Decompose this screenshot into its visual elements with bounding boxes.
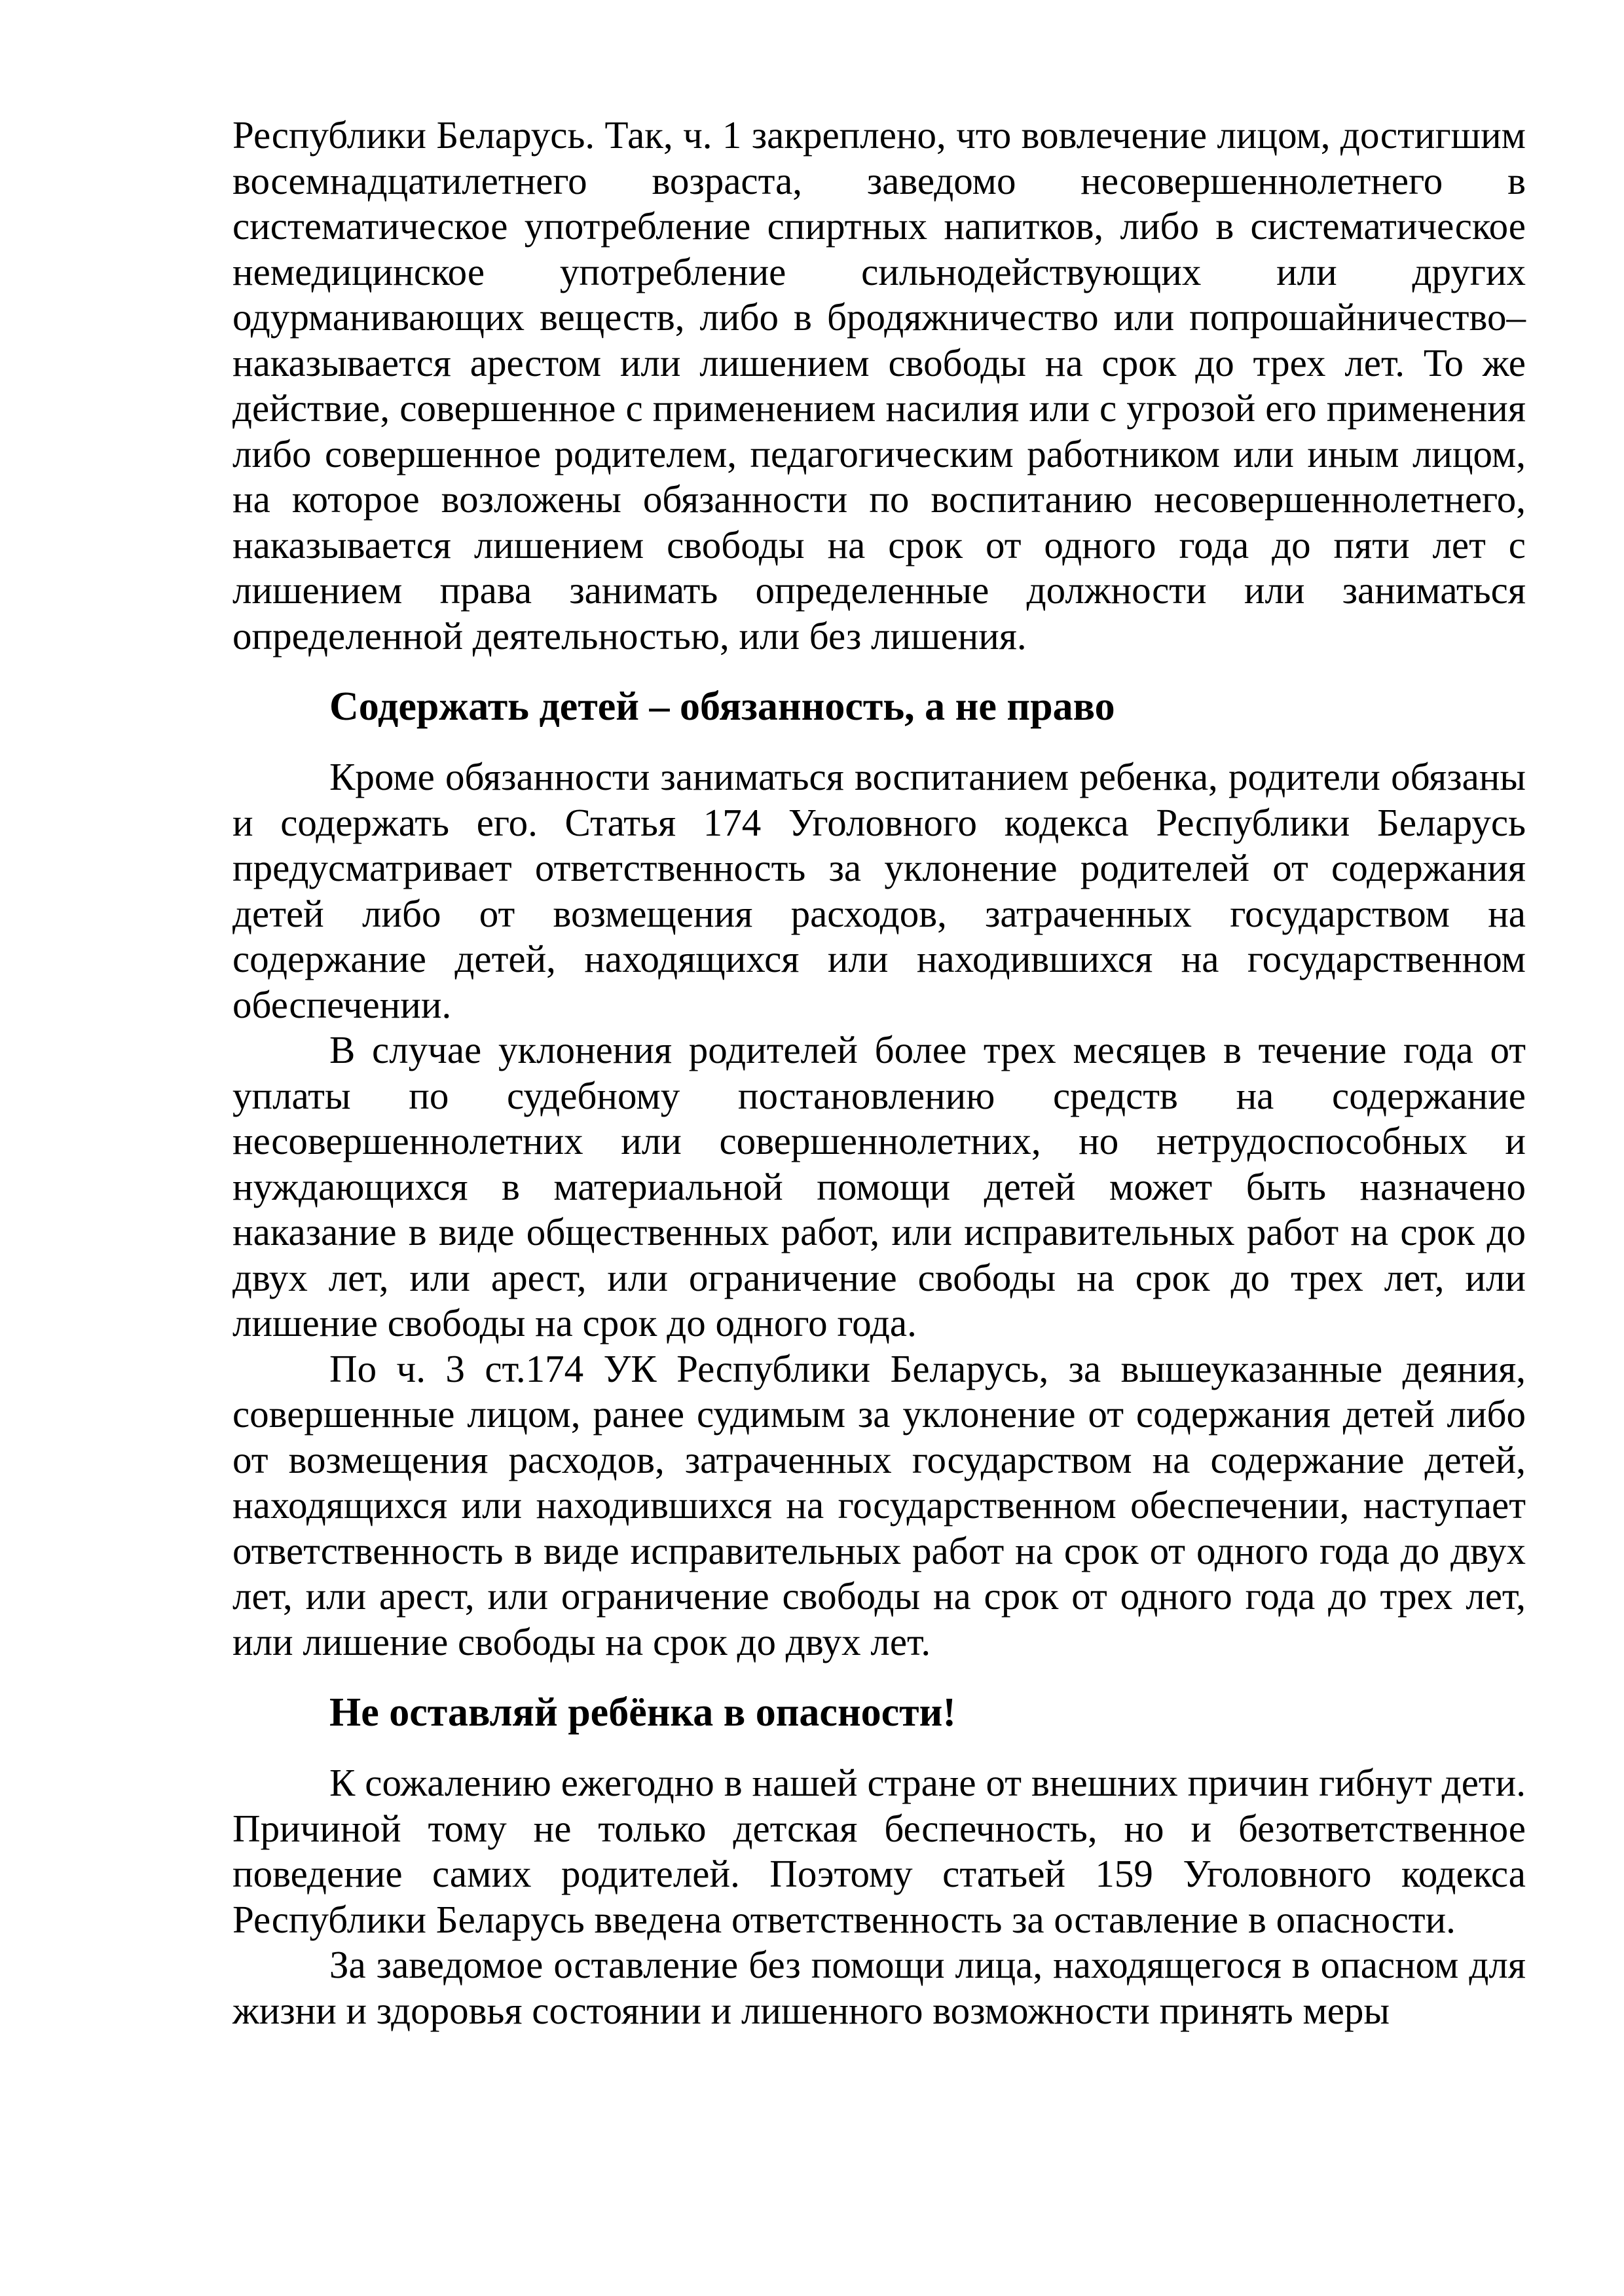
paragraph-article-174-part-3: По ч. 3 ст.174 УК Республики Беларусь, за вышеуказанные деяния, совершенные лицом, ранее судимым за уклонение от содержания детей либо от возмещения расходов, затраченных государством на содержание детей, находящихся или находившихся на государственном обеспечении, наступает ответственность в виде исправительных работ на срок от одного года до двух лет, или арест, или ограничение свободы на срок от одного года до трех лет, или лишение свободы на срок до двух лет. [232,1346,1526,1663]
paragraph-article-159-intro: К сожалению ежегодно в нашей стране от внешних причин гибнут дети. Причиной тому не только детская беспечность, но и безответственное поведение самих родителей. Поэтому статьей 159 Уголовного кодекса Республики Беларусь введена ответственность за оставление в опасности. [232,1761,1526,1941]
section-heading-danger: Не оставляй ребёнка в опасности! [329,1690,957,1735]
paragraph-article-174-penalties: В случае уклонения родителей более трех месяцев в течение года от уплаты по судебному постановлению средств на содержание несовершеннолетних или совершеннолетних, но нетрудоспособных и нуждающихся в материальной помощи детей может быть назначено наказание в виде общественных работ, или исправительных работ на срок до двух лет, или арест, или ограничение свободы на срок до трех лет, или лишение свободы на срок до одного года. [232,1028,1526,1344]
paragraph-article-173-continuation: Республики Беларусь. Так, ч. 1 закреплено, что вовлечение лицом, достигшим восемнадцатилетнего возраста, заведомо несовершеннолетнего в систематическое употребление спиртных напитков, либо в систематическое немедицинское употребление сильнодействующих или других одурманивающих веществ, либо в бродяжничество или попрошайничество– наказывается арестом или лишением свободы на срок до трех лет. То же действие, совершенное с применением насилия или с угрозой его применения либо совершенное родителем, педагогическим работником или иным лицом, на которое возложены обязанности по воспитанию несовершеннолетнего, наказывается лишением свободы на срок от одного года до пяти лет с лишением права занимать определенные должности или заниматься определенной деятельностью, или без лишения. [232,113,1526,657]
section-heading-child-support: Содержать детей – обязанность, а не право [329,684,1115,729]
paragraph-article-159-text: За заведомое оставление без помощи лица, находящегося в опасном для жизни и здоровья состоянии и лишенного возможности принять меры [232,1943,1526,2032]
document-page [232,113,1526,2033]
paragraph-article-174-intro: Кроме обязанности заниматься воспитанием ребенка, родители обязаны и содержать его. Статья 174 Уголовного кодекса Республики Беларусь предусматривает ответственность за уклонение родителей от содержания детей либо от возмещения расходов, затраченных государством на содержание детей, находящихся или находившихся на государственном обеспечении. [232,755,1526,1026]
